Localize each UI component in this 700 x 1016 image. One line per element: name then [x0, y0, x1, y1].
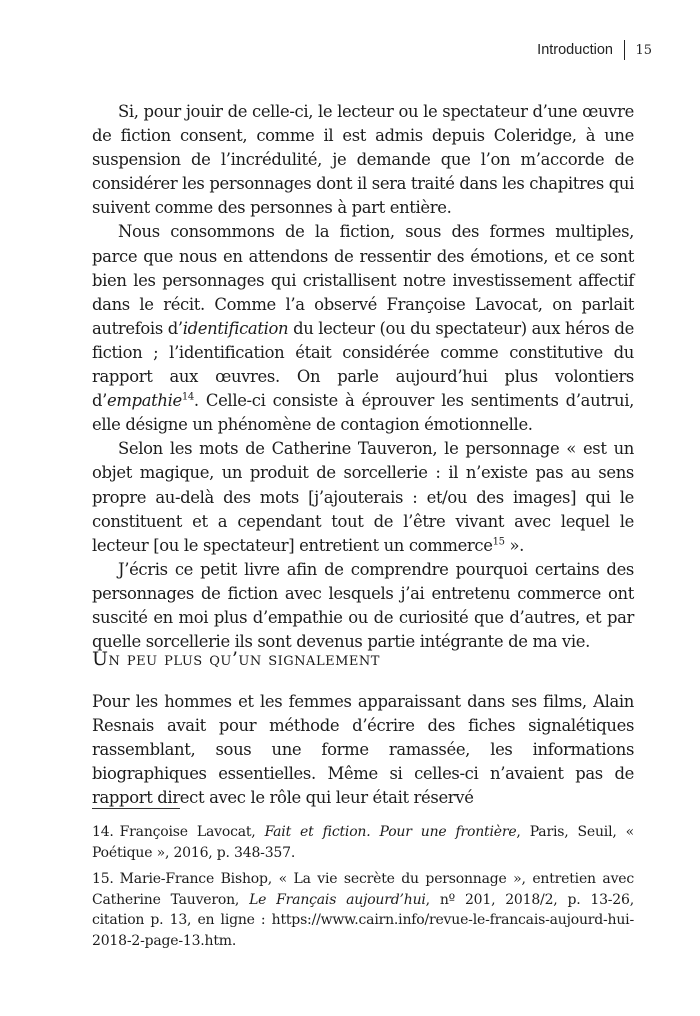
p2-text-a: Nous consommons de la fiction, sous des formes multiples, parce que nous en attendons de ressentir des émotions, et ce sont bien les personnages qui cristallisent notre investissement affectif dans le récit. Comme l’a observé Françoise Lavocat, on parlait autrefois d’ — [92, 222, 634, 338]
footnote-ref-15[interactable]: 15 — [492, 536, 505, 548]
footnote-15-number: 15. — [92, 871, 114, 888]
p3-text-a: Selon les mots de Catherine Tauveron, le personnage « est un objet magique, un produit de sorcellerie : il n’existe pas au sens propre au-delà des mots [j’ajouterais : et/ou des images] qui le constituent et a cependant tout de l’être vivant avec lequel le lecteur [ou le spectateur] entretient un commerce — [92, 439, 634, 555]
footnotes — [92, 822, 634, 958]
footnote-15-title: Le Français aujourd’hui — [249, 891, 426, 908]
section-paragraph-1: Pour les hommes et les femmes apparaissant dans ses films, Alain Resnais avait pour méthode d’écrire des fiches signalétiques rassemblant, sous une forme ramassée, les informations biographiques essentielles. Même si celles-ci n’avaient pas de rapport direct avec le rôle qui leur était réservé — [92, 692, 634, 808]
footnote-rule — [92, 808, 180, 809]
p2-emphasis-empathie: empathie — [107, 391, 182, 411]
p2-text-c: . Celle-ci consiste à éprouver les sentiments d’autrui, elle désigne un phénomène de contagion émotionnelle. — [92, 391, 634, 435]
paragraph-2 — [92, 220, 634, 437]
running-head-separator — [624, 40, 626, 60]
p2-text-b: du lecteur (ou du spectateur) aux héros de fiction ; l’identification était considérée comme constitutive du rapport aux œuvres. On parle aujourd’hui plus volontiers d’ — [92, 318, 634, 411]
footnote-14-title: Fait et fiction. Pour une frontière — [264, 824, 517, 840]
paragraph-1: Si, pour jouir de celle-ci, le lecteur ou le spectateur d’une œuvre de fiction consent, comme il est admis depuis Coleridge, à une suspension de l’incrédulité, je demande que l’on m’accorde de considérer les personnages dont il sera traité dans les chapitres qui suivent comme des personnes à part entière. — [92, 102, 634, 218]
footnote-15 — [92, 869, 634, 951]
paragraph-3 — [92, 437, 634, 557]
p3-text-b: ». — [504, 535, 525, 555]
section-heading: Un peu plus qu’un signalement — [92, 648, 380, 670]
footnote-15-text-b: , nº 201, 2018/2, p. 13-26, citation p. 13, en ligne : https://www.cairn.info/revue-le-francais-aujourd-hui-2018-2-page-13.htm. — [92, 891, 634, 949]
body-text — [92, 100, 634, 654]
section-body-text — [92, 690, 634, 810]
paragraph-4: J’écris ce petit livre afin de comprendre pourquoi certains des personnages de fiction avec lesquels j’ai entretenu commerce ont suscité en moi plus d’empathie ou de curiosité que d’autres, et par quelle sorcellerie ils sont devenus partie intégrante de ma vie. — [92, 559, 634, 652]
footnote-14-text-b: , Paris, Seuil, « Poétique », 2016, p. 348-357. — [92, 824, 634, 861]
footnote-15-text-a: Marie-France Bishop, « La vie secrète du personnage », entretien avec Catherine Tauveron, — [92, 871, 634, 908]
running-head — [537, 40, 652, 60]
p2-emphasis-identification: identification — [182, 318, 289, 338]
running-head-section: Introduction — [537, 42, 613, 58]
footnote-ref-14[interactable]: 14 — [181, 391, 194, 403]
page-number: 15 — [635, 42, 652, 58]
footnote-14 — [92, 822, 634, 863]
footnote-14-number: 14. — [92, 824, 114, 840]
footnote-14-text-a: Françoise Lavocat, — [119, 824, 265, 840]
